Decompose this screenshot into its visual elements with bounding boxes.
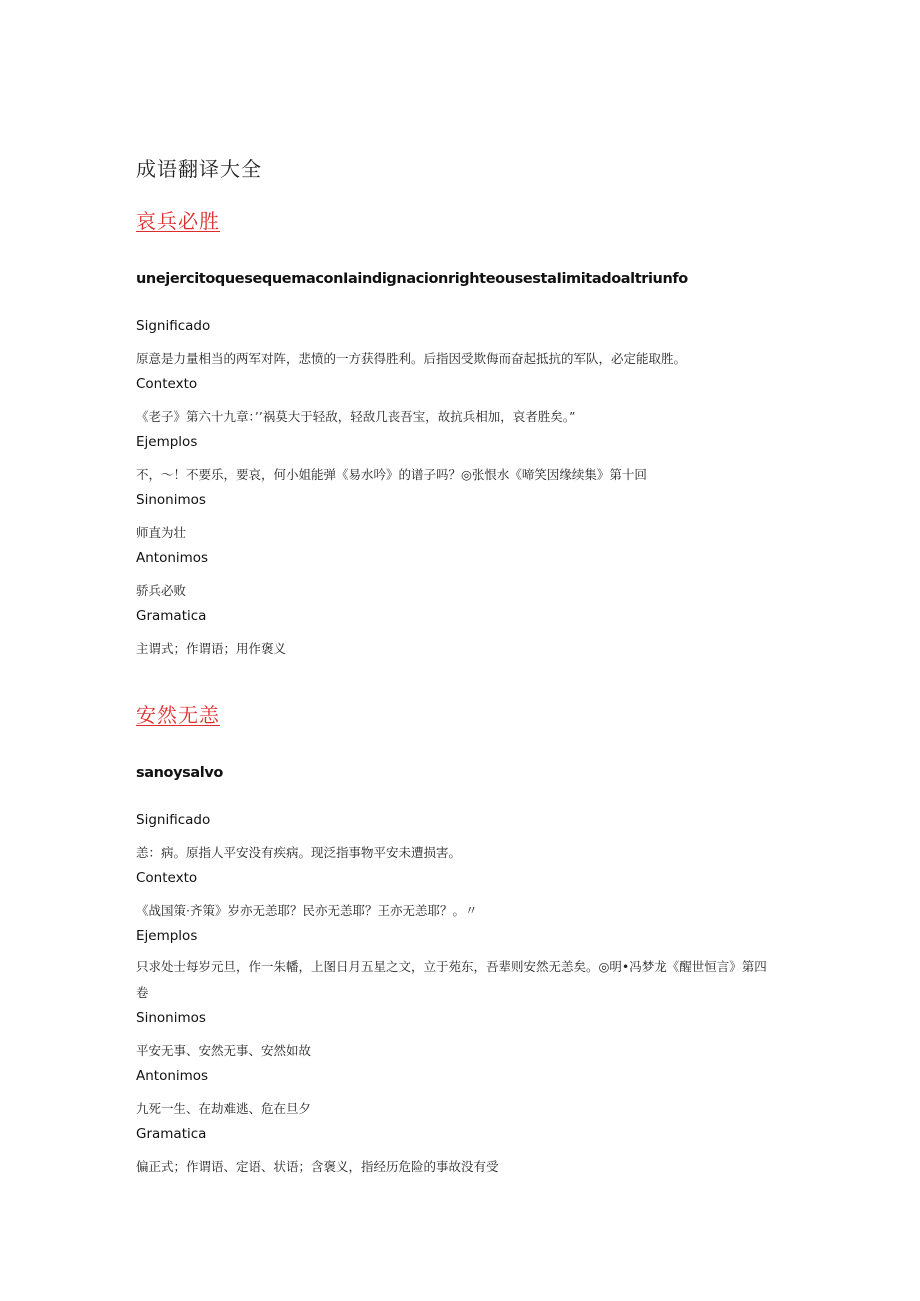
field-label-antonimos: Antonimos <box>136 1068 209 1084</box>
field-label-antonimos: Antonimos <box>136 550 209 566</box>
field-label-contexto: Contexto <box>136 870 198 886</box>
field-text-ejemplos: 只求处士每岁元旦，作一朱幡，上图日月五星之文，立于苑东，吾辈则安然无恙矣。◎明•冯梦龙《醒世恒言》第四卷 <box>136 959 767 1000</box>
field-label-significado: Significado <box>136 318 211 334</box>
field-label-ejemplos: Ejemplos <box>136 434 198 450</box>
idiom-title: 哀兵必胜 <box>136 209 220 233</box>
idiom-translation: sanoysalvo <box>136 765 223 781</box>
document-title: 成语翻译大全 <box>136 157 262 181</box>
field-label-sinonimos: Sinonimos <box>136 1010 206 1026</box>
field-label-gramatica: Gramatica <box>136 608 207 624</box>
field-text-significado: 原意是力量相当的两军对阵，悲愤的一方获得胜利。后指因受欺侮而奋起抵抗的军队，必定能取胜。 <box>136 351 687 366</box>
field-label-contexto: Contexto <box>136 376 198 392</box>
field-label-ejemplos: Ejemplos <box>136 928 198 944</box>
field-text-ejemplos: 不，～！不要乐，要哀，何小姐能弹《易水吟》的谱子吗？◎张恨水《啼笑因缘续集》第十回 <box>136 467 647 482</box>
field-text-contexto: 《老子》第六十九章：’’祸莫大于轻敌，轻敌几丧吾宝，故抗兵相加，哀者胜矣。” <box>136 409 576 424</box>
field-text-gramatica: 偏正式；作谓语、定语、状语；含褒义，指经历危险的事故没有受 <box>136 1159 499 1174</box>
field-text-sinonimos: 平安无事、安然无事、安然如故 <box>136 1043 312 1058</box>
idiom-title: 安然无恙 <box>136 703 220 727</box>
field-text-contexto: 《战国策·齐策》岁亦无恙耶？民亦无恙耶？王亦无恙耶？。〃 <box>136 903 478 918</box>
field-text-significado: 恙：病。原指人平安没有疾病。现泛指事物平安未遭损害。 <box>136 845 462 860</box>
field-text-antonimos: 骄兵必败 <box>136 583 187 598</box>
field-label-significado: Significado <box>136 812 211 828</box>
field-text-gramatica: 主谓式；作谓语；用作褒义 <box>136 641 287 656</box>
field-label-gramatica: Gramatica <box>136 1126 207 1142</box>
idiom-translation: unejercitoquesequemaconIaindignacionrighteousestaIimitadoaltriunfo <box>136 271 688 287</box>
field-label-sinonimos: Sinonimos <box>136 492 206 508</box>
field-text-antonimos: 九死一生、在劫难逃、危在旦夕 <box>136 1101 312 1116</box>
field-text-sinonimos: 师直为壮 <box>136 525 187 540</box>
